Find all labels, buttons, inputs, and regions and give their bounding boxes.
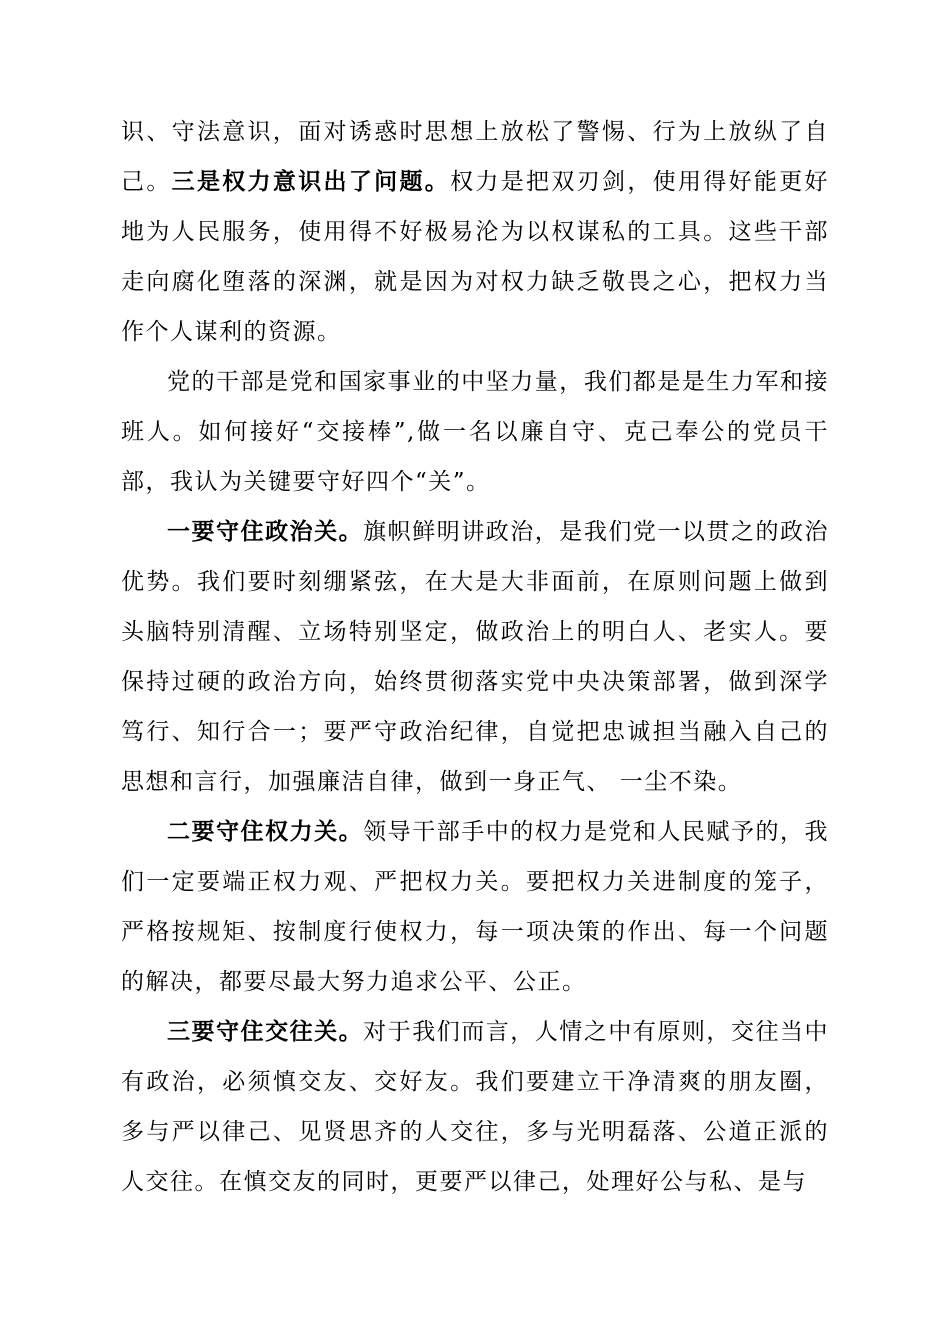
paragraph-political-heading: 一要守住政治关。 <box>167 518 364 545</box>
paragraph-power <box>121 807 829 1007</box>
paragraph-political <box>121 507 829 807</box>
paragraph-power-text: 领导干部手中的权力是党和人民赋予的，我们一定要端正权力观、严把权力关。要把权力关进制度的笼子，严格按规矩、按制度行使权力，每一项决策的作出、每一个问题的解决，都要尽最大努力追求公平、公正。 <box>121 819 830 995</box>
paragraph-1-text: 权力是把双刃剑，使用得好能更好地为人民服务，使用得不好极易沦为以权谋私的工具。这些干部走向腐化堕落的深渊，就是因为对权力缺乏敬畏之心，把权力当作个人谋利的资源。 <box>121 169 830 345</box>
paragraph-2 <box>121 357 829 507</box>
paragraph-1-opening: 识、守法意识，面对诱惑时思想上放松了警惕、行为上放纵了自己。 <box>121 119 829 195</box>
paragraph-political-text: 旗帜鲜明讲政治，是我们党一以贯之的政治优势。我们要时刻绷紧弦，在大是大非面前，在原则问题上做到头脑特别清醒、立场特别坚定，做政治上的明白人、老实人。要保持过硬的政治方向，始终贯彻落实党中央决策部署，做到深学笃行、知行合一；要严守政治纪律，自觉把忠诚担当融入自己的思想和言行，加强廉洁自律，做到一身正气、 一尘不染。 <box>121 519 830 795</box>
paragraph-social-heading: 三要守住交往关。 <box>167 1018 364 1045</box>
paragraph-2-text: 党的干部是党和国家事业的中坚力量，我们都是是生力军和接班人。如何接好“交接棒”,做一名以廉自守、克己奉公的党员干部，我认为关键要守好四个“关”。 <box>121 369 829 495</box>
paragraph-social-text: 对于我们而言，人情之中有原则，交往当中有政治，必须慎交友、交好友。我们要建立干净清爽的朋友圈，多与严以律己、见贤思齐的人交往，多与光明磊落、公道正派的人交往。在慎交友的同时，更要严以律己，处理好公与私、是与 <box>121 1019 830 1195</box>
paragraph-power-heading: 二要守住权力关。 <box>167 818 364 845</box>
paragraph-1 <box>121 107 829 357</box>
document-body <box>121 107 829 1207</box>
paragraph-1-heading: 三是权力意识出了问题。 <box>171 168 451 195</box>
paragraph-social <box>121 1007 829 1207</box>
